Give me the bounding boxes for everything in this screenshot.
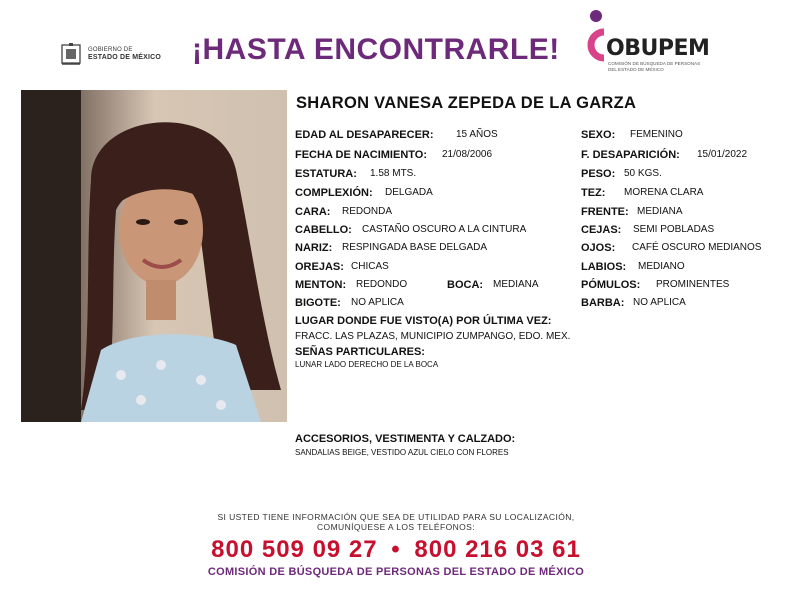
desaparicion-value: 15/01/2022 bbox=[697, 149, 748, 160]
boca-value: MEDIANA bbox=[493, 279, 539, 290]
bigote-label: BIGOTE: bbox=[295, 297, 341, 309]
cabello-value: CASTAÑO OSCURO A LA CINTURA bbox=[362, 224, 527, 235]
senas-value: LUNAR LADO DERECHO DE LA BOCA bbox=[295, 360, 439, 369]
desaparicion-label: F. DESAPARICIÓN: bbox=[581, 149, 680, 161]
tez-label: TEZ: bbox=[581, 187, 606, 199]
menton-value: REDONDO bbox=[356, 279, 408, 290]
estatura-label: ESTATURA: bbox=[295, 168, 357, 180]
frente-value: MEDIANA bbox=[637, 206, 683, 217]
orejas-value: CHICAS bbox=[351, 261, 389, 272]
person-name: SHARON VANESA ZEPEDA DE LA GARZA bbox=[296, 94, 637, 112]
barba-value: NO APLICA bbox=[633, 297, 686, 308]
phone-1[interactable]: 800 509 09 27 bbox=[211, 536, 378, 563]
orejas-label: OREJAS: bbox=[295, 261, 344, 273]
edad-label: EDAD AL DESAPARECER: bbox=[295, 129, 434, 141]
tez-value: MORENA CLARA bbox=[624, 187, 704, 198]
cara-value: REDONDA bbox=[342, 206, 393, 217]
labios-label: LABIOS: bbox=[581, 261, 627, 273]
sexo-value: FEMENINO bbox=[630, 129, 683, 140]
labios-value: MEDIANO bbox=[638, 261, 685, 272]
cabello-label: CABELLO: bbox=[295, 224, 352, 236]
boca-label: BOCA: bbox=[447, 279, 484, 291]
cobupem-subtitle: COMISIÓN DE BÚSQUEDA DE PERSONAS DEL ESTADO DE MÉXICO bbox=[608, 61, 701, 72]
bigote-value: NO APLICA bbox=[351, 297, 404, 308]
cejas-value: SEMI POBLADAS bbox=[633, 224, 715, 235]
complexion-value: DELGADA bbox=[385, 187, 433, 198]
pomulos-value: PROMINENTES bbox=[656, 279, 730, 290]
peso-value: 50 KGS. bbox=[624, 168, 662, 179]
menton-label: MENTON: bbox=[295, 279, 347, 291]
nariz-value: RESPINGADA BASE DELGADA bbox=[342, 242, 488, 253]
footer-note-line1: SI USTED TIENE INFORMACIÓN QUE SEA DE UTILIDAD PARA SU LOCALIZACIÓN, bbox=[217, 512, 575, 522]
cobupem-name: OBUPEM bbox=[606, 36, 710, 61]
lugar-label: LUGAR DONDE FUE VISTO(A) POR ÚLTIMA VEZ: bbox=[295, 315, 552, 327]
accesorios-value: SANDALIAS BEIGE, VESTIDO AZUL CIELO CON FLORES bbox=[295, 448, 509, 457]
person-photo bbox=[21, 90, 287, 422]
nacimiento-label: FECHA DE NACIMIENTO: bbox=[295, 149, 427, 161]
footer-note-line2: COMUNÍQUESE A LOS TELÉFONOS: bbox=[317, 522, 475, 532]
lugar-value: FRACC. LAS PLAZAS, MUNICIPIO ZUMPANGO, EDO. MEX. bbox=[295, 331, 571, 342]
phone-numbers bbox=[0, 536, 792, 564]
cara-label: CARA: bbox=[295, 206, 331, 218]
gov-line1: GOBIERNO DE bbox=[88, 47, 133, 53]
nariz-label: NARIZ: bbox=[295, 242, 333, 254]
ojos-label: OJOS: bbox=[581, 242, 616, 254]
frente-label: FRENTE: bbox=[581, 206, 629, 218]
sexo-label: SEXO: bbox=[581, 129, 616, 141]
ojos-value: CAFÉ OSCURO MEDIANOS bbox=[632, 242, 762, 253]
cobupem-logo bbox=[574, 8, 724, 78]
peso-label: PESO: bbox=[581, 168, 616, 180]
phone-separator: • bbox=[391, 536, 401, 563]
senas-label: SEÑAS PARTICULARES: bbox=[295, 346, 425, 358]
gobierno-logo bbox=[60, 40, 170, 68]
cejas-label: CEJAS: bbox=[581, 224, 622, 236]
gov-line2: ESTADO DE MÉXICO bbox=[88, 54, 162, 61]
accesorios-label: ACCESORIOS, VESTIMENTA Y CALZADO: bbox=[295, 433, 516, 445]
nacimiento-value: 21/08/2006 bbox=[442, 149, 493, 160]
page-title: ¡HASTA ENCONTRARLE! bbox=[192, 33, 560, 66]
estatura-value: 1.58 MTS. bbox=[370, 168, 417, 179]
pomulos-label: PÓMULOS: bbox=[581, 279, 641, 291]
complexion-label: COMPLEXIÓN: bbox=[295, 187, 373, 199]
barba-label: BARBA: bbox=[581, 297, 625, 309]
edad-value: 15 AÑOS bbox=[456, 129, 498, 140]
state-seal-icon bbox=[60, 42, 82, 66]
commission-name: COMISIÓN DE BÚSQUEDA DE PERSONAS DEL ESTADO DE MÉXICO bbox=[207, 566, 585, 578]
phone-2[interactable]: 800 216 03 61 bbox=[414, 536, 581, 563]
